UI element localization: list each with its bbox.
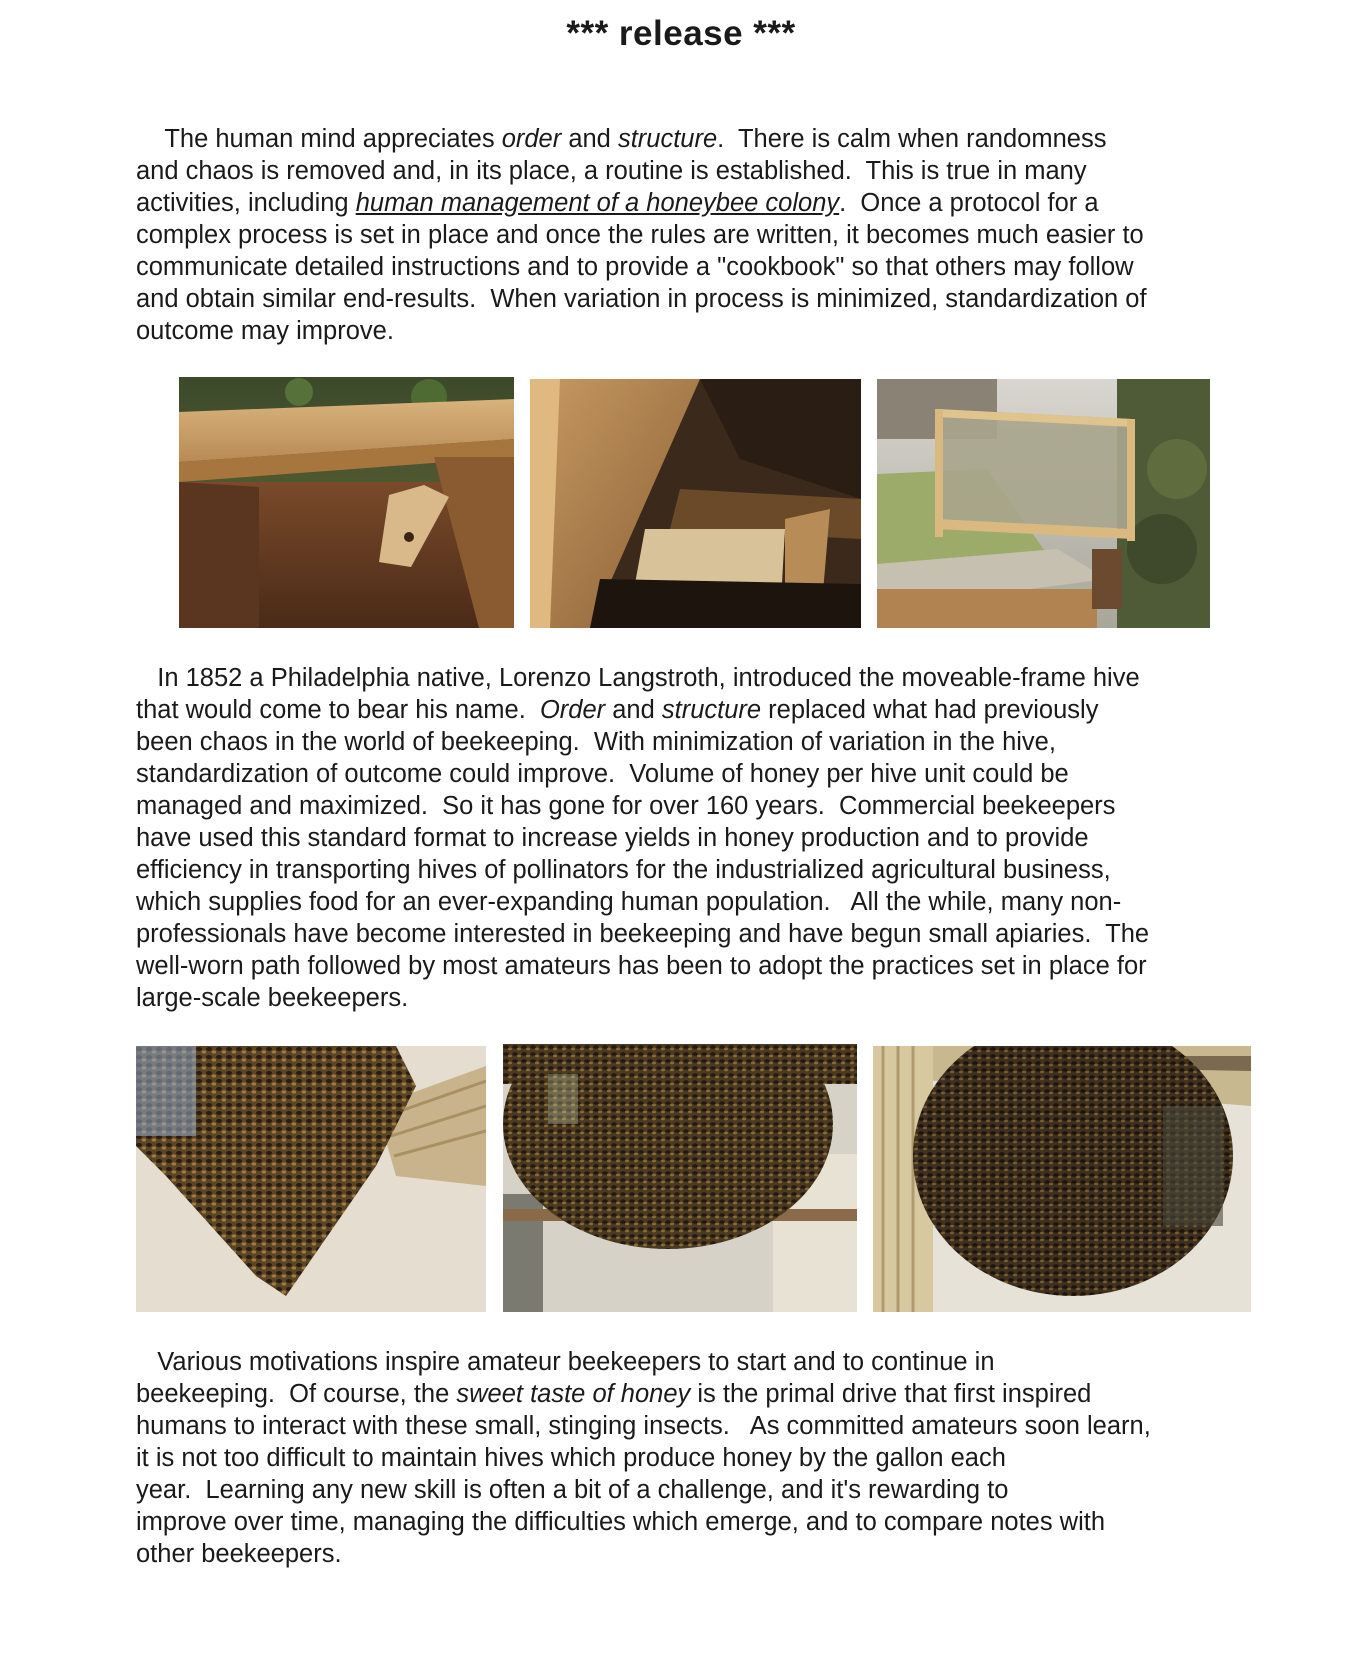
p1-text-3: . There is calm when randomness and chaos is removed and, in its place, a routine is established. This is true in many activities, including bbox=[136, 125, 1107, 217]
photo-screened-frame-on-hive bbox=[877, 379, 1210, 628]
photo-hive-lid-interior bbox=[179, 377, 514, 628]
p1-text-2: and bbox=[561, 125, 618, 153]
page-title: *** release *** bbox=[566, 14, 796, 53]
p3-emphasis-sweet-taste: sweet taste of honey bbox=[456, 1380, 691, 1408]
p3-text-2: is the primal drive that first inspired humans to interact with these small, stinging insects. As committed amateurs soon learn, it is not too difficult to maintain hives which produce honey by the gallon each year. Learning any new skill is often a bit of a challenge, and it's rewarding to improve over time, managing the difficulties which emerge, and to compare notes with other beekeepers. bbox=[136, 1380, 1151, 1568]
p2-text-2: and bbox=[605, 696, 662, 724]
photo-bee-cluster-1 bbox=[136, 1046, 486, 1312]
p1-emphasis-structure: structure bbox=[617, 125, 718, 153]
p3-text-1: Various motivations inspire amateur beekeepers to start and to continue in beekeeping. Of course, the bbox=[136, 1348, 995, 1408]
photo-bee-cluster-3 bbox=[873, 1046, 1251, 1312]
photo-bee-cluster-2 bbox=[503, 1044, 857, 1312]
p2-emphasis-order: Order bbox=[539, 696, 606, 724]
honeybee-colony-link[interactable]: human management of a honeybee colony bbox=[355, 189, 840, 217]
photo-hive-frame-box bbox=[530, 379, 861, 628]
p2-emphasis-structure: structure bbox=[661, 696, 762, 724]
p1-text-4: . Once a protocol for a complex process is set in place and once the rules are written, it becomes much easier to communicate detailed instructions and to provide a "cookbook" so that others may follow and obtain similar end-results. When variation in process is minimized, standardization of outcome may improve. bbox=[136, 189, 1147, 345]
paragraph-langstroth bbox=[136, 662, 1256, 1014]
paragraph-motivations bbox=[136, 1346, 1256, 1570]
p1-emphasis-order: order bbox=[501, 125, 562, 153]
paragraph-intro bbox=[136, 123, 1256, 347]
p2-text-1: In 1852 a Philadelphia native, Lorenzo Langstroth, introduced the moveable-frame hive that would come to bear his name. bbox=[136, 664, 1140, 724]
p2-text-3: replaced what had previously been chaos in the world of beekeeping. With minimization of variation in the hive, standardization of outcome could improve. Volume of honey per hive unit could be managed and maximized. So it has gone for over 160 years. Commercial beekeepers have used this standard format to increase yields in honey production and to provide efficiency in transporting hives of pollinators for the industrialized agricultural business, which supplies food for an ever-expanding human population. All the while, many non- professionals have become interested in beekeeping and have begun small apiaries. The well-worn path followed by most amateurs has been to adopt the practices set in place for large-scale beekeepers. bbox=[136, 696, 1150, 1012]
p1-text-1: The human mind appreciates bbox=[136, 125, 502, 153]
